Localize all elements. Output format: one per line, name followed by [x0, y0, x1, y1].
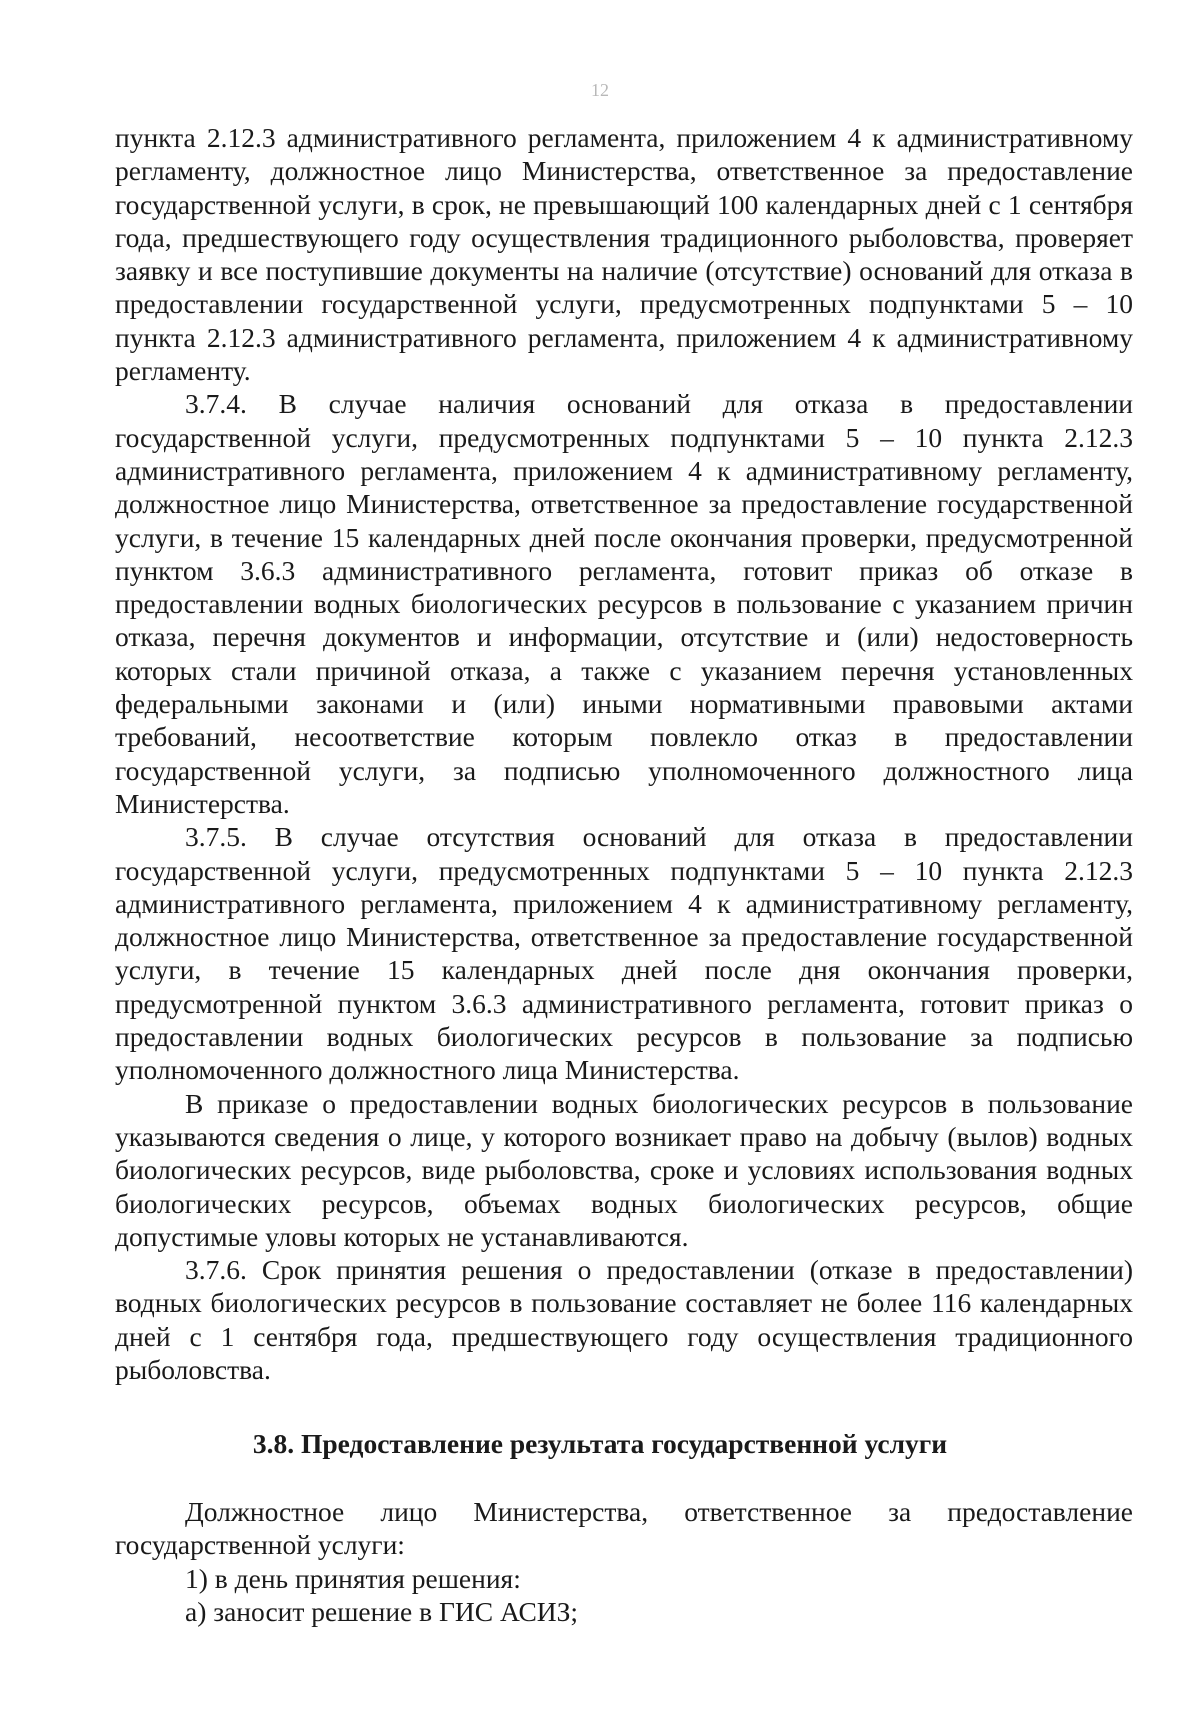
section-heading: 3.8. Предоставление результата государственной услуги	[252, 1428, 948, 1459]
paragraph-order-contents: В приказе о предоставлении водных биологических ресурсов в пользование указываются сведения о лице, у которого возникает право на добычу (вылов) водных биологических ресурсов, виде рыболовства, сроке и условиях использования водных биологических ресурсов, объемах водных биологических ресурсов, общие допустимые уловы которых не устанавливаются.	[115, 1087, 1133, 1252]
paragraph-3-7-5: 3.7.5. В случае отсутствия оснований для отказа в предоставлении государственной услуги, предусмотренных подпунктами 5 – 10 пункта 2.12.3 административного регламента, приложением 4 к административному регламенту, должностное лицо Министерства, ответственное за предоставление государственной услуги, в течение 15 календарных дней после дня окончания проверки, предусмотренной пунктом 3.6.3 административного регламента, готовит приказ о предоставлении водных биологических ресурсов в пользование за подписью уполномоченного должностного лица Министерства.	[115, 821, 1133, 1086]
paragraph-3-7-6: 3.7.6. Срок принятия решения о предоставлении (отказе в предоставлении) водных биологических ресурсов в пользование составляет не более 116 календарных дней с 1 сентября года, предшествующего году осуществления традиционного рыболовства.	[115, 1254, 1133, 1385]
paragraph-3-7-4: 3.7.4. В случае наличия оснований для отказа в предоставлении государственной услуги, предусмотренных подпунктами 5 – 10 пункта 2.12.3 административного регламента, приложением 4 к административному регламенту, должностное лицо Министерства, ответственное за предоставление государственной услуги, в течение 15 календарных дней после окончания проверки, предусмотренной пунктом 3.6.3 административного регламента, готовит приказ об отказе в предоставлении водных биологических ресурсов в пользование с указанием причин отказа, перечня документов и информации, отсутствие и (или) недостоверность которых стали причиной отказа, а также с указанием перечня установленных федеральными законами и (или) иными нормативными правовыми актами требований, несоответствие которым повлекло отказ в предоставлении государственной услуги, за подписью уполномоченного должностного лица Министерства.	[115, 388, 1133, 819]
document-body	[115, 121, 1133, 1386]
list-item-a: а) заносит решение в ГИС АСИЗ;	[185, 1595, 579, 1627]
paragraph-official: Должностное лицо Министерства, ответственное за предоставление государственной услуги:	[115, 1496, 1133, 1561]
section-body	[115, 1495, 1133, 1628]
paragraph-continuation: пункта 2.12.3 административного регламента, приложением 4 к административному регламенту, должностное лицо Министерства, ответственное за предоставление государственной услуги, в срок, не превышающий 100 календарных дней с 1 сентября года, предшествующего году осуществления традиционного рыболовства, проверяет заявку и все поступившие документы на наличие (отсутствие) оснований для отказа в предоставлении государственной услуги, предусмотренных подпунктами 5 – 10 пункта 2.12.3 административного регламента, приложением 4 к административному регламенту.	[115, 122, 1133, 387]
page-number: 12	[591, 80, 609, 100]
list-item-1: 1) в день принятия решения:	[185, 1562, 521, 1594]
